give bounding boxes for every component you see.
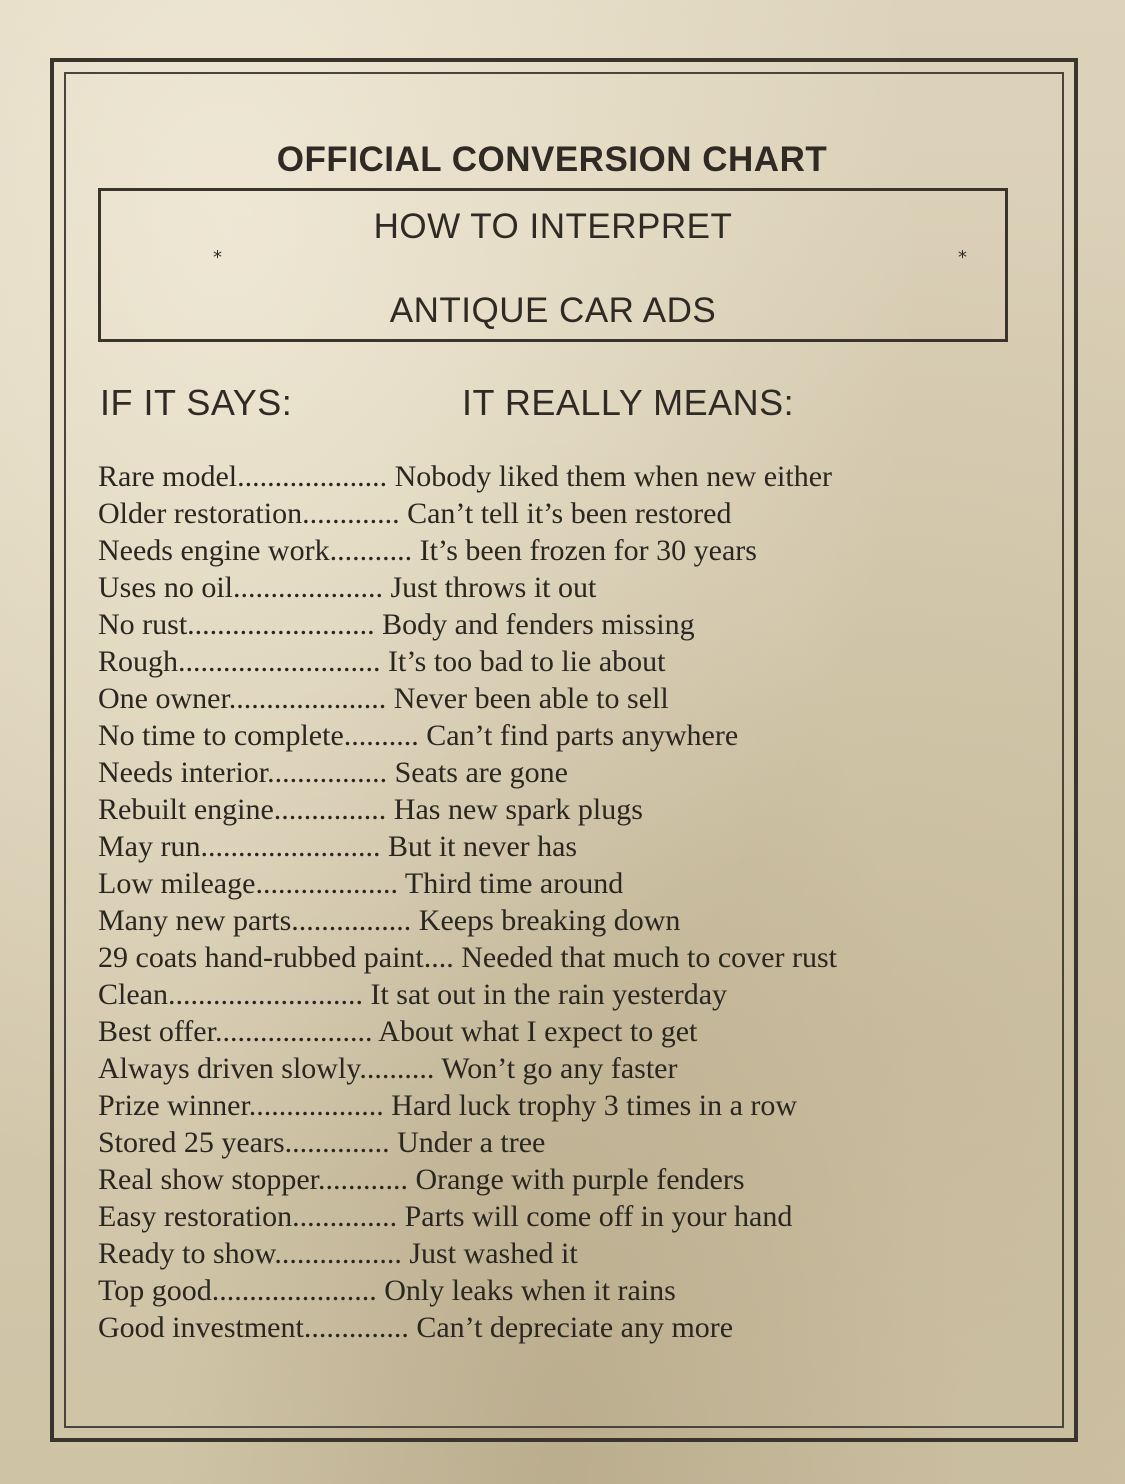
leader-dots: ...............	[273, 793, 387, 826]
ad-phrase: Older restoration	[98, 497, 303, 530]
ad-phrase: Good investment	[98, 1311, 304, 1344]
list-item	[98, 976, 1018, 1013]
leader-dots: ...........................	[178, 645, 381, 678]
leader-dots: ..........	[343, 719, 419, 752]
leader-dots: .................	[274, 1237, 402, 1270]
list-item	[98, 1309, 1018, 1346]
ad-phrase: Rough	[98, 645, 179, 678]
ad-phrase: Uses no oil	[98, 571, 233, 604]
list-item	[98, 902, 1018, 939]
list-item	[98, 569, 1018, 606]
leader-dots: .............	[302, 497, 400, 530]
ad-phrase: Best offer	[98, 1015, 215, 1048]
real-meaning: Won’t go any faster	[441, 1052, 678, 1085]
real-meaning: About what I expect to get	[378, 1015, 698, 1048]
real-meaning: It sat out in the rain yesterday	[370, 978, 728, 1011]
real-meaning: Nobody liked them when new either	[394, 460, 833, 493]
header-it-really-means: IT REALLY MEANS:	[462, 382, 795, 423]
real-meaning: Third time around	[404, 867, 624, 900]
real-meaning: Seats are gone	[394, 756, 568, 789]
star-right: *	[958, 247, 967, 268]
leader-dots: ....	[423, 941, 454, 974]
list-item	[98, 606, 1018, 643]
ad-phrase: Stored 25 years	[98, 1126, 285, 1159]
ad-phrase: No time to complete	[98, 719, 344, 752]
real-meaning: Can’t find parts anywhere	[426, 719, 739, 752]
ad-phrase: Easy restoration	[98, 1200, 293, 1233]
list-item	[98, 1272, 1018, 1309]
leader-dots: ..................	[248, 1089, 384, 1122]
list-item	[98, 1013, 1018, 1050]
leader-dots: ................	[267, 756, 388, 789]
conversion-list	[98, 458, 1018, 1346]
real-meaning: Never been able to sell	[393, 682, 669, 715]
subtitle-line-2: ANTIQUE CAR ADS	[389, 291, 717, 330]
list-item	[98, 754, 1018, 791]
ad-phrase: One owner	[98, 682, 229, 715]
real-meaning: Needed that much to cover rust	[461, 941, 837, 974]
leader-dots: ........................	[200, 830, 381, 863]
ad-phrase: Real show stopper	[98, 1163, 318, 1196]
real-meaning: Parts will come off in your hand	[404, 1200, 793, 1233]
leader-dots: ...........	[329, 534, 413, 567]
list-item	[98, 865, 1018, 902]
ad-phrase: Rebuilt engine	[98, 793, 274, 826]
leader-dots: ....................	[233, 571, 383, 604]
list-item	[98, 717, 1018, 754]
leader-dots: ..............	[292, 1200, 398, 1233]
real-meaning: It’s been frozen for 30 years	[419, 534, 757, 567]
list-item	[98, 532, 1018, 569]
list-item	[98, 458, 1018, 495]
ad-phrase: Many new parts	[98, 904, 292, 937]
real-meaning: Only leaks when it rains	[384, 1274, 676, 1307]
leader-dots: ...................	[255, 867, 398, 900]
ad-phrase: Prize winner	[98, 1089, 249, 1122]
leader-dots: .....................	[228, 682, 387, 715]
ad-phrase: Ready to show	[98, 1237, 275, 1270]
ad-phrase: May run	[98, 830, 201, 863]
real-meaning: Can’t tell it’s been restored	[407, 497, 732, 530]
real-meaning: Hard luck trophy 3 times in a row	[391, 1089, 798, 1122]
real-meaning: Keeps breaking down	[418, 904, 681, 937]
real-meaning: Orange with purple fenders	[415, 1163, 745, 1196]
subtitle-line-1: HOW TO INTERPRET	[373, 207, 733, 246]
ad-phrase: No rust	[98, 608, 188, 641]
list-item	[98, 791, 1018, 828]
ad-phrase: Top good	[98, 1274, 212, 1307]
real-meaning: Has new spark plugs	[393, 793, 643, 826]
real-meaning: Just washed it	[409, 1237, 578, 1270]
ad-phrase: Always driven slowly	[98, 1052, 360, 1085]
leader-dots: ..........................	[167, 978, 363, 1011]
list-item	[98, 1050, 1018, 1087]
leader-dots: .........................	[187, 608, 375, 641]
list-item	[98, 828, 1018, 865]
ad-phrase: Clean	[98, 978, 168, 1011]
list-item	[98, 643, 1018, 680]
subtitle-box	[98, 188, 1008, 342]
list-item	[98, 495, 1018, 532]
real-meaning: Just throws it out	[390, 571, 597, 604]
leader-dots: ..........	[359, 1052, 435, 1085]
ad-phrase: Low mileage	[98, 867, 256, 900]
list-item	[98, 939, 1018, 976]
real-meaning: Under a tree	[397, 1126, 546, 1159]
real-meaning: But it never has	[387, 830, 578, 863]
real-meaning: It’s too bad to lie about	[388, 645, 666, 678]
list-item	[98, 1235, 1018, 1272]
leader-dots: .....................	[214, 1015, 373, 1048]
leader-dots: ....................	[237, 460, 388, 493]
real-meaning: Can’t depreciate any more	[416, 1311, 734, 1344]
ad-phrase: Needs engine work	[98, 534, 330, 567]
ad-phrase: Needs interior	[98, 756, 268, 789]
list-item	[98, 680, 1018, 717]
list-item	[98, 1124, 1018, 1161]
leader-dots: ......................	[211, 1274, 377, 1307]
ad-phrase: Rare model	[98, 460, 238, 493]
star-left: *	[213, 247, 222, 268]
leader-dots: ..............	[284, 1126, 390, 1159]
real-meaning: Body and fenders missing	[382, 608, 695, 641]
header-if-it-says: IF IT SAYS:	[100, 382, 293, 423]
list-item	[98, 1198, 1018, 1235]
leader-dots: ............	[317, 1163, 408, 1196]
leader-dots: ..............	[303, 1311, 409, 1344]
list-item	[98, 1161, 1018, 1198]
page-title: OFFICIAL CONVERSION CHART	[276, 140, 828, 179]
list-item	[98, 1087, 1018, 1124]
ad-phrase: 29 coats hand-rubbed paint	[98, 941, 424, 974]
leader-dots: ................	[291, 904, 412, 937]
